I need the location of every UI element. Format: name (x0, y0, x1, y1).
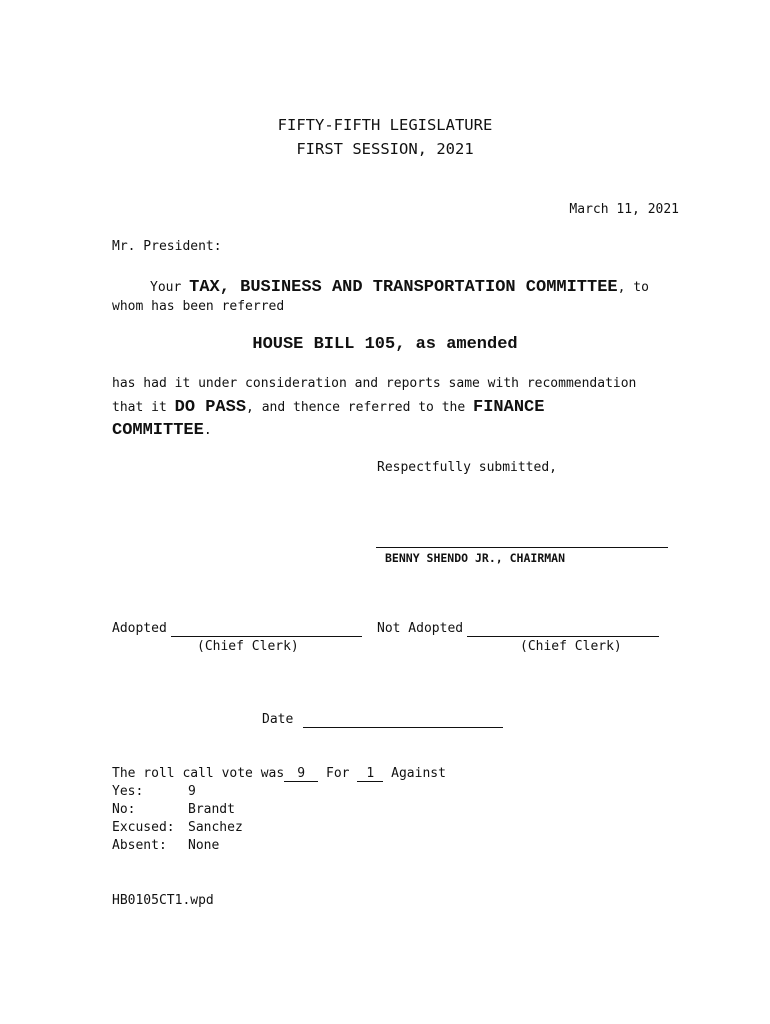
signature-line (376, 547, 668, 548)
not-adopted-signature-line (467, 636, 659, 637)
closing: Respectfully submitted, (377, 460, 558, 475)
body-line-2 (112, 396, 544, 417)
referred-committee-2: COMMITTEE (112, 421, 204, 440)
roll-call-line (112, 766, 446, 782)
report-date: March 11, 2021 (569, 202, 679, 217)
against-label: Against (391, 766, 446, 781)
not-adopted-clerk-label: (Chief Clerk) (520, 639, 622, 654)
intro-line (150, 276, 649, 297)
bill-title: HOUSE BILL 105, as amended (252, 335, 518, 354)
vote-row-no (112, 802, 235, 817)
committee-name: TAX, BUSINESS AND TRANSPORTATION COMMITTEE (189, 278, 618, 297)
vote-row-yes (112, 784, 196, 799)
adopted-signature-line (171, 636, 362, 637)
not-adopted-label: Not Adopted (377, 621, 464, 636)
vote-row-label: Yes: (112, 784, 144, 799)
session-title: FIRST SESSION, 2021 (296, 140, 474, 158)
adopted-label: Adopted (112, 621, 167, 636)
adopted-clerk-label: (Chief Clerk) (197, 639, 299, 654)
vote-row-value: None (188, 838, 220, 853)
vote-row-absent (112, 838, 219, 853)
intro-suffix: , to (617, 280, 649, 295)
recommendation: DO PASS (174, 398, 247, 417)
vote-row-label: Absent: (112, 838, 167, 853)
legislature-title: FIFTY-FIFTH LEGISLATURE (277, 116, 493, 134)
body-line-2-mid: , and thence referred to the (246, 400, 474, 415)
date-label: Date (262, 712, 294, 727)
vote-row-excused (112, 820, 243, 835)
body-line-2-prefix: that it (112, 400, 175, 415)
body-period: . (203, 423, 212, 438)
vote-row-value: Brandt (188, 802, 235, 817)
date-signature-line (303, 727, 503, 728)
against-count: 1 (357, 766, 383, 782)
referred-committee-1: FINANCE (473, 398, 545, 417)
vote-row-value: Sanchez (188, 820, 243, 835)
vote-row-value: 9 (188, 784, 196, 799)
file-name: HB0105CT1.wpd (112, 893, 214, 908)
vote-row-label: No: (112, 802, 136, 817)
body-line-1: has had it under consideration and reports same with recommendation (112, 376, 637, 391)
signer-name: BENNY SHENDO JR., CHAIRMAN (385, 551, 566, 565)
roll-call-prefix: The roll call vote was (112, 766, 285, 781)
for-label: For (326, 766, 350, 781)
for-count: 9 (284, 766, 318, 782)
intro-line-2: whom has been referred (112, 299, 285, 314)
vote-row-label: Excused: (112, 820, 175, 835)
intro-prefix: Your (150, 280, 190, 295)
salutation: Mr. President: (112, 239, 222, 254)
body-line-3 (112, 419, 212, 440)
